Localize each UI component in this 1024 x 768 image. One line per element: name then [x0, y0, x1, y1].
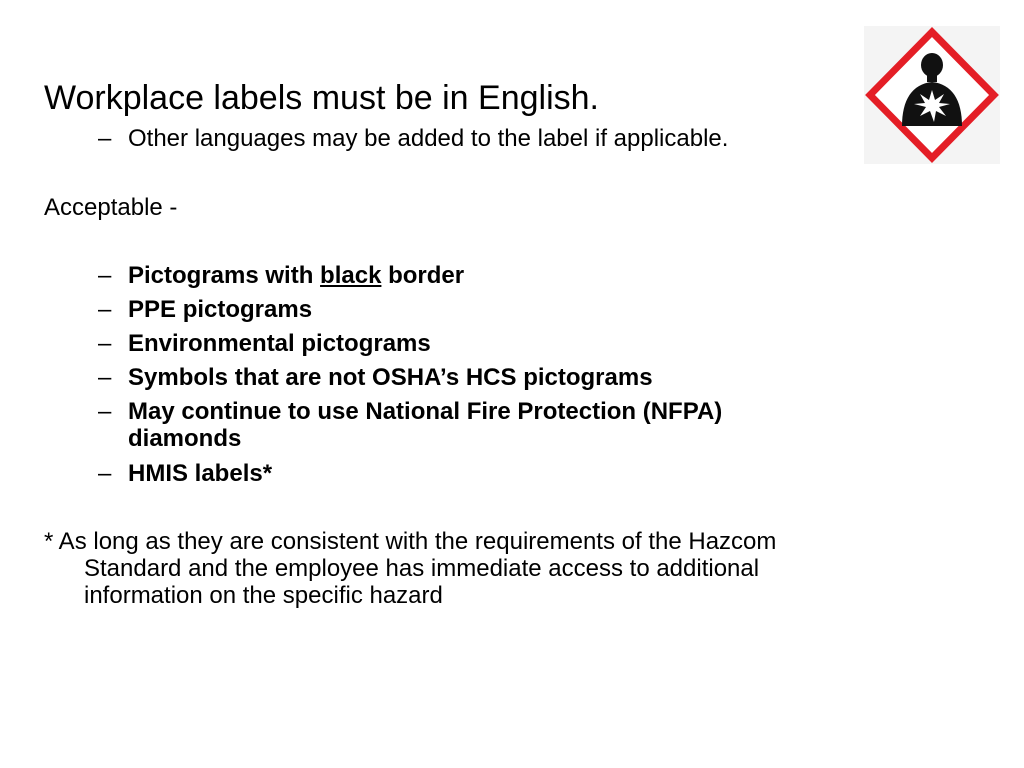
list-item-text — [128, 262, 464, 290]
footnote-line: information on the specific hazard — [84, 582, 443, 609]
health-hazard-pictogram — [864, 26, 1000, 164]
list-item-continuation: diamonds — [128, 425, 242, 452]
bullet-dash: – — [98, 398, 112, 425]
slide-heading: Workplace labels must be in English. — [44, 79, 599, 117]
list-item-prefix: Pictograms with — [128, 262, 321, 289]
health-hazard-icon — [864, 26, 1000, 164]
list-item-suffix: border — [381, 262, 465, 289]
bullet-dash: – — [98, 262, 112, 289]
bullet-dash: – — [98, 296, 112, 323]
underlined-word: black — [320, 262, 382, 289]
sub-bullet-text: Other languages may be added to the label if applicable. — [128, 125, 729, 152]
list-item-text: Environmental pictograms — [128, 330, 431, 357]
list-item-text: HMIS labels* — [128, 460, 273, 487]
bullet-dash: – — [98, 364, 112, 391]
footnote-line: * As long as they are consistent with the requirements of the Hazcom — [44, 528, 777, 555]
bullet-dash: – — [98, 330, 112, 357]
acceptable-label: Acceptable - — [44, 194, 178, 221]
footnote-line: Standard and the employee has immediate access to additional — [84, 555, 760, 582]
bullet-dash: – — [98, 125, 112, 152]
list-item-text: May continue to use National Fire Protection (NFPA) — [128, 398, 723, 425]
bullet-dash: – — [98, 460, 112, 487]
list-item-text: PPE pictograms — [128, 296, 313, 323]
list-item-text: Symbols that are not OSHA’s HCS pictograms — [128, 364, 653, 391]
